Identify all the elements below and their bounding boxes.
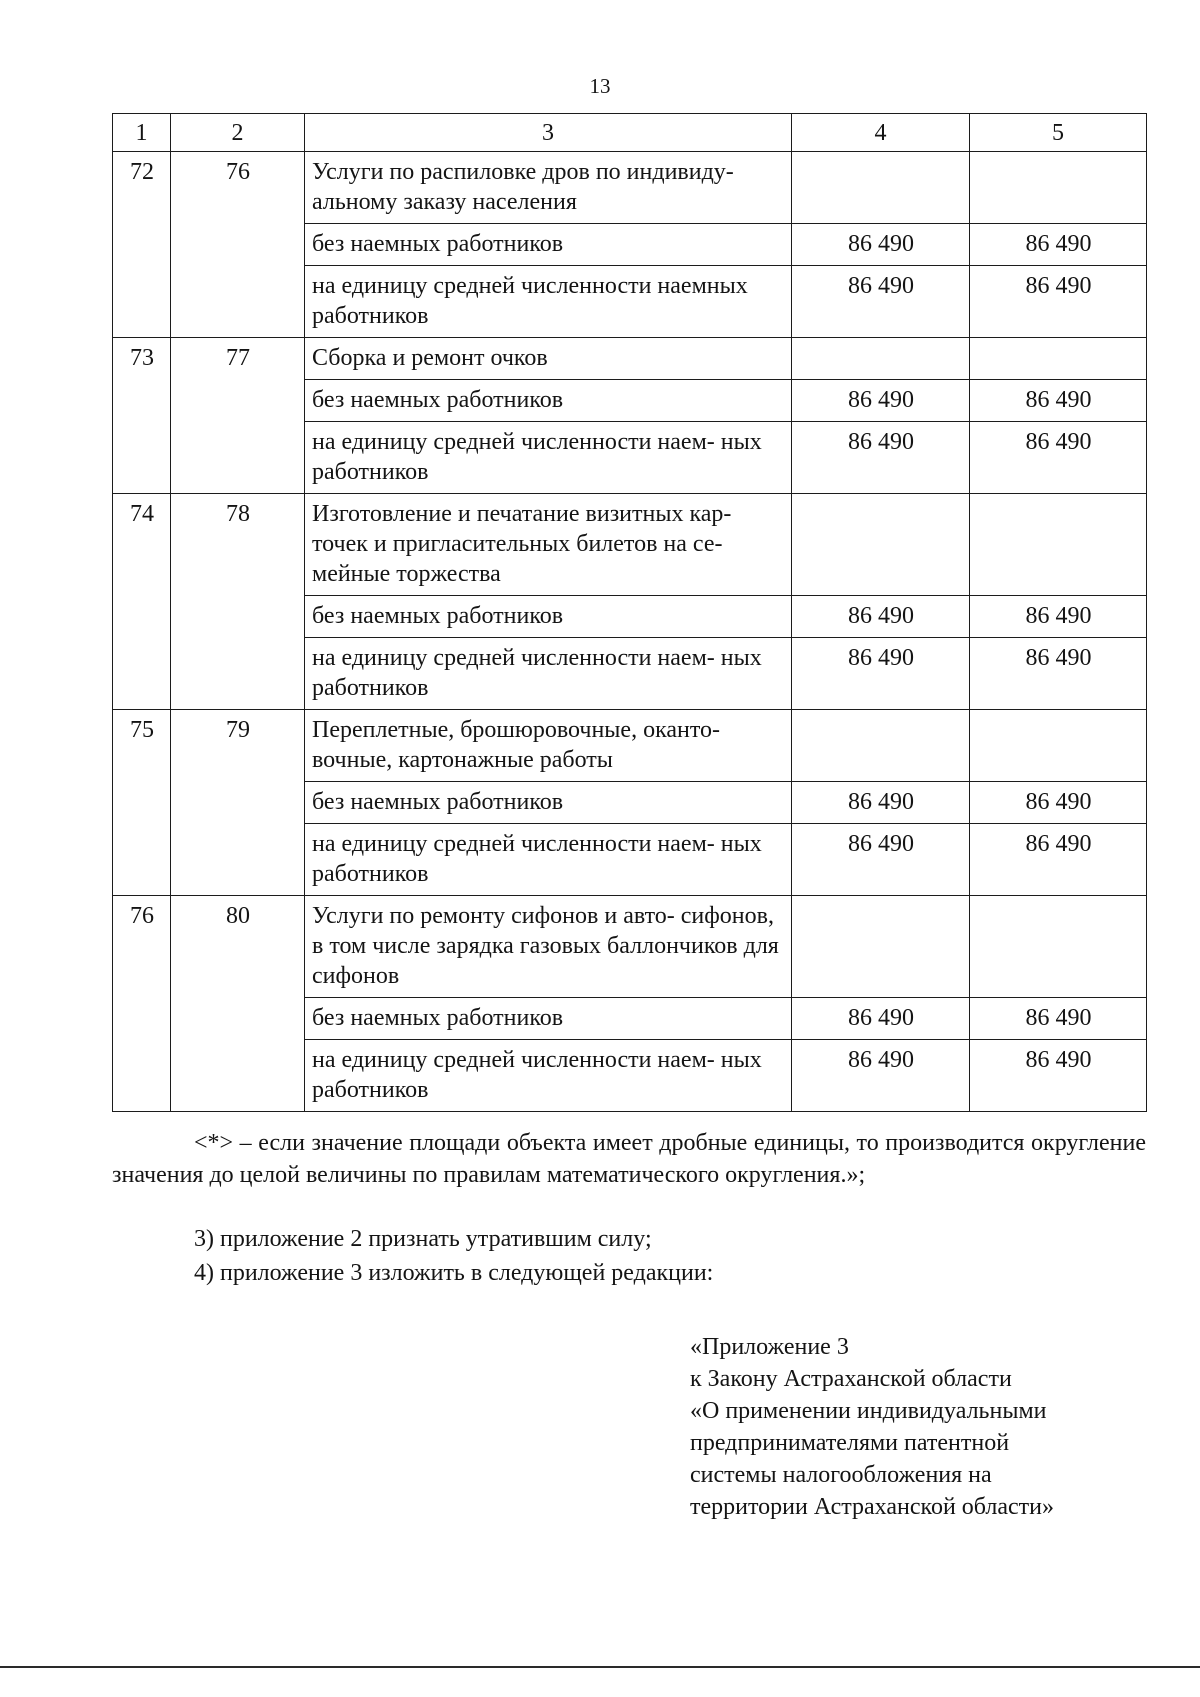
subrow-label: без наемных работников [305,596,792,638]
value-cell-4: 86 490 [792,998,970,1040]
activity-code-cell: 78 [171,494,305,710]
value-cell-5: 86 490 [970,824,1147,896]
appendix-line: территории Астраханской области» [690,1494,1055,1520]
table-row [113,896,1147,998]
value-cell-5: 86 490 [970,266,1147,338]
value-cell-4: 86 490 [792,422,970,494]
value-cell-empty [792,494,970,596]
table-row [113,152,1147,224]
value-cell-4: 86 490 [792,224,970,266]
value-cell-empty [792,710,970,782]
subrow-label: на единицу средней численности наем- ных работников [305,422,792,494]
appendix-header-block [690,1331,1160,1523]
appendix-line: «Приложение 3 [690,1334,849,1360]
activity-code-cell: 77 [171,338,305,494]
value-cell-5: 86 490 [970,224,1147,266]
header-cell-5: 5 [970,114,1147,152]
amendment-item-4: 4) приложение 3 изложить в следующей редакции: [194,1260,714,1286]
appendix-line: предпринимателями патентной [690,1430,1010,1456]
subrow-label: без наемных работников [305,998,792,1040]
value-cell-5: 86 490 [970,596,1147,638]
activity-code-cell: 76 [171,152,305,338]
value-cell-empty [970,494,1147,596]
appendix-line: «О применении индивидуальными [690,1398,1047,1424]
header-cell-1: 1 [113,114,171,152]
page-number: 13 [589,74,611,98]
row-number-cell: 75 [113,710,171,896]
header-cell-3: 3 [305,114,792,152]
value-cell-empty [792,152,970,224]
value-cell-empty [970,896,1147,998]
subrow-label: без наемных работников [305,224,792,266]
value-cell-empty [792,896,970,998]
value-cell-5: 86 490 [970,782,1147,824]
value-cell-4: 86 490 [792,596,970,638]
activity-title-cell: Услуги по ремонту сифонов и авто- сифонов, в том числе зарядка газовых баллончиков для сифонов [305,896,792,998]
rates-table [112,113,1147,1112]
value-cell-4: 86 490 [792,824,970,896]
value-cell-empty [970,710,1147,782]
value-cell-4: 86 490 [792,638,970,710]
amendment-item-3: 3) приложение 2 признать утратившим силу; [194,1226,652,1252]
subrow-label: на единицу средней численности наем- ных работников [305,1040,792,1112]
value-cell-4: 86 490 [792,782,970,824]
activity-title-cell: Услуги по распиловке дров по индивиду- альному заказу населения [305,152,792,224]
value-cell-empty [970,338,1147,380]
value-cell-4: 86 490 [792,266,970,338]
activity-title-cell: Сборка и ремонт очков [305,338,792,380]
table-row [113,338,1147,380]
activity-title-cell: Переплетные, брошюровочные, оканто- вочные, картонажные работы [305,710,792,782]
value-cell-5: 86 490 [970,638,1147,710]
value-cell-5: 86 490 [970,422,1147,494]
header-cell-4: 4 [792,114,970,152]
activity-title-cell: Изготовление и печатание визитных кар- точек и пригласительных билетов на се- мейные торжества [305,494,792,596]
row-number-cell: 73 [113,338,171,494]
table-row [113,710,1147,782]
bottom-rule [0,1666,1200,1668]
subrow-label: без наемных работников [305,782,792,824]
appendix-line: системы налогообложения на [690,1462,992,1488]
subrow-label: на единицу средней численности наем- ных работников [305,824,792,896]
activity-code-cell: 80 [171,896,305,1112]
appendix-line: к Закону Астраханской области [690,1366,1012,1392]
subrow-label: на единицу средней численности наемных работников [305,266,792,338]
value-cell-5: 86 490 [970,380,1147,422]
table-row [113,494,1147,596]
value-cell-empty [970,152,1147,224]
value-cell-5: 86 490 [970,1040,1147,1112]
row-number-cell: 72 [113,152,171,338]
row-number-cell: 74 [113,494,171,710]
value-cell-4: 86 490 [792,380,970,422]
value-cell-5: 86 490 [970,998,1147,1040]
subrow-label: на единицу средней численности наем- ных работников [305,638,792,710]
footnote-paragraph: <*> – если значение площади объекта имеет дробные единицы, то производится округление значения до целой величины по правилам математического округления.»; [112,1130,1146,1188]
subrow-label: без наемных работников [305,380,792,422]
activity-code-cell: 79 [171,710,305,896]
table-header-row [113,114,1147,152]
value-cell-4: 86 490 [792,1040,970,1112]
value-cell-empty [792,338,970,380]
header-cell-2: 2 [171,114,305,152]
row-number-cell: 76 [113,896,171,1112]
